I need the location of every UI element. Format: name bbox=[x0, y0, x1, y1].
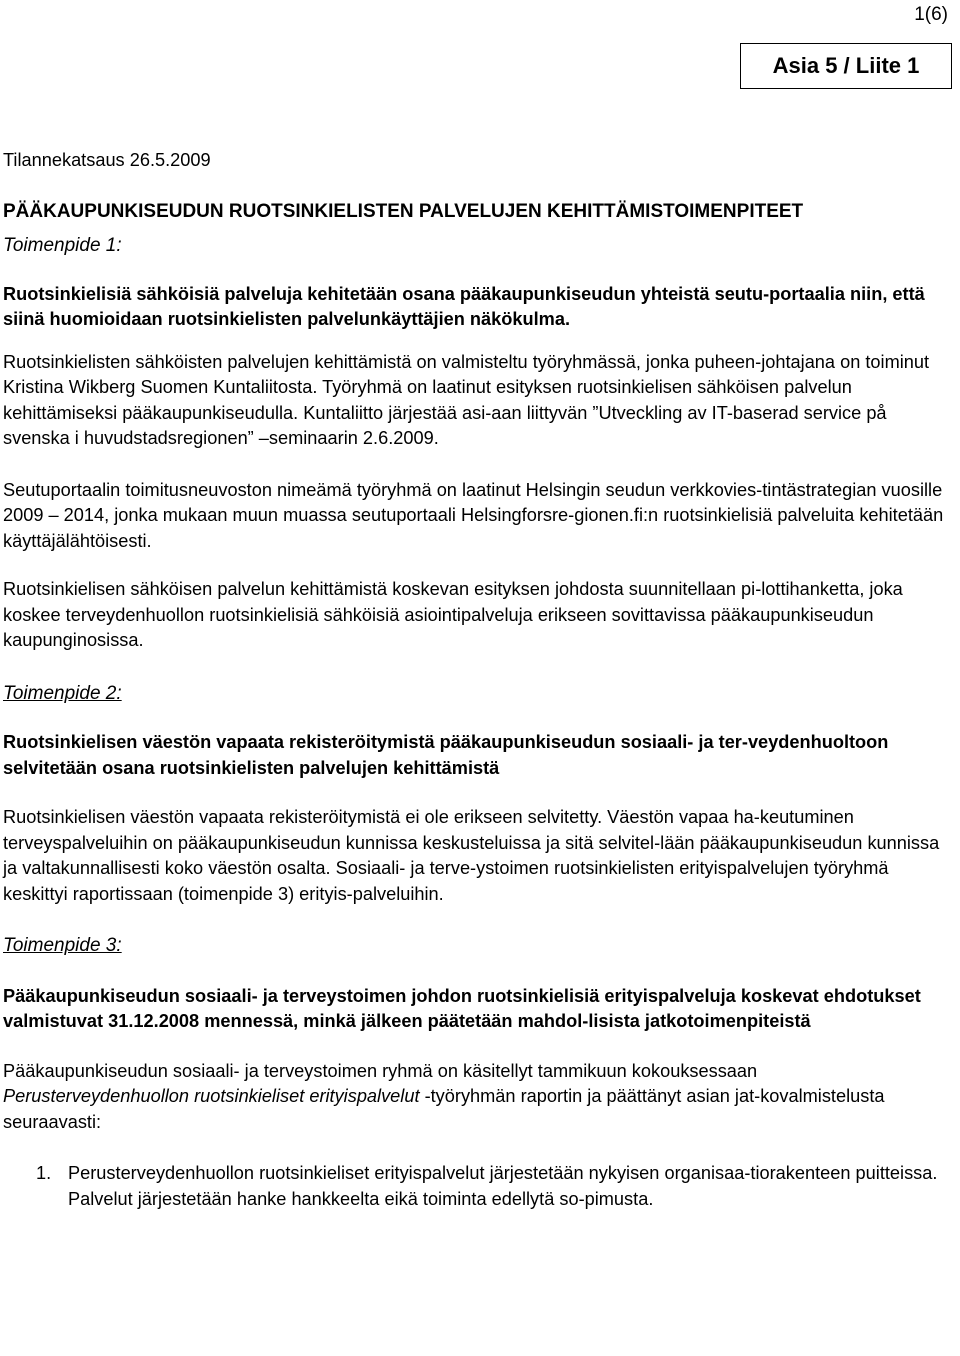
measure1-heading: Ruotsinkielisiä sähköisiä palveluja kehitetään osana pääkaupunkiseudun yhteistä seutu-portaalia niin, että siinä huomioidaan ruotsinkielisten palvelunkäyttäjien näkökulma. bbox=[3, 283, 925, 329]
page-number: 1(6) bbox=[914, 4, 948, 25]
annex-label-box bbox=[740, 43, 952, 89]
measure1-paragraph-3: Ruotsinkielisen sähköisen palvelun kehittämistä koskevan esityksen johdosta suunnitellaan pi-lottihanketta, joka koskee terveydenhuollon ruotsinkielisiä sähköisiä asiointipalveluja erikseen sovittavissa pääkaupunkiseudun kaupunginosissa. bbox=[3, 579, 903, 650]
list-item bbox=[3, 1161, 947, 1212]
list-item-text: Perusterveydenhuollon ruotsinkieliset erityispalvelut järjestetään nykyisen organisaa-tiorakenteen puitteissa. Palvelut järjestetään hanke hankkeelta eikä toiminta edellytä so-pimusta. bbox=[68, 1163, 938, 1209]
measure2-label: Toimenpide 2: bbox=[3, 682, 122, 704]
measure3-paragraph-tail: -työryhmän raportin ja päättänyt asian jat-kovalmistelusta seuraavasti: bbox=[3, 1086, 885, 1132]
measure1-paragraph-2: Seutuportaalin toimitusneuvoston nimeämä työryhmä on laatinut Helsingin seudun verkkovies-tintästrategian vuosille 2009 – 2014, jonka mukaan muun muassa seutuportaali Helsingforsre-gionen.fi:n ruotsinkielisiä palveluita kehitetään käyttäjälähtöisesti. bbox=[3, 479, 944, 551]
status-date: Tilannekatsaus 26.5.2009 bbox=[3, 150, 211, 170]
document-body bbox=[3, 148, 947, 1212]
document-title: PÄÄKAUPUNKISEUDUN RUOTSINKIELISTEN PALVELUJEN KEHITTÄMISTOIMENPITEET bbox=[3, 200, 804, 222]
measure1-label: Toimenpide 1: bbox=[3, 235, 122, 256]
measure3-heading: Pääkaupunkiseudun sosiaali- ja terveystoimen johdon ruotsinkielisiä erityispalveluja koskevat ehdotukset valmistuvat 31.12.2008 mennessä, minkä jälkeen päätetään mahdol-lisista jatkotoimenpiteistä bbox=[3, 985, 921, 1031]
measure3-decision-list bbox=[3, 1161, 947, 1212]
measure3-label: Toimenpide 3: bbox=[3, 935, 122, 956]
list-item-number: 1. bbox=[36, 1163, 52, 1183]
measure2-paragraph-1: Ruotsinkielisen väestön vapaata rekisteröitymistä ei ole erikseen selvitetty. Väestön vapaa ha-keutuminen terveyspalveluihin on pääkaupunkiseudun kunnissa keskusteluissa ja sitä selvitel-lään pääkaupunkiseudun kunnissa ja valtakunnallisesti koko väestön osalta. Sosiaali- ja terve-ystoimen ruotsinkielisten erityispalvelujen työryhmä keskittyi raportissaan (toimenpide 3) erityis-palveluihin. bbox=[3, 807, 940, 904]
measure3-paragraph-report-title: Perusterveydenhuollon ruotsinkieliset erityispalvelut bbox=[3, 1086, 420, 1106]
measure3-paragraph bbox=[3, 1059, 947, 1136]
measure1-paragraph-1: Ruotsinkielisten sähköisten palvelujen kehittämistä on valmisteltu työryhmässä, jonka puheen-johtajana on toiminut Kristina Wikberg Suomen Kuntaliitosta. Työryhmä on laatinut esityksen ruotsinkielisen sähköisen palvelun kehittämiseksi pääkaupunkiseudulla. Kuntaliitto järjestää asi-aan liittyvän ”Utveckling av IT-baserad service på svenska i huvudstadsregionen” –seminaarin 2.6.2009. bbox=[3, 351, 930, 448]
measure2-heading: Ruotsinkielisen väestön vapaata rekisteröitymistä pääkaupunkiseudun sosiaali- ja ter-veydenhuoltoon selvitetään osana ruotsinkielisten palvelujen kehittämistä bbox=[3, 732, 889, 778]
annex-label: Asia 5 / Liite 1 bbox=[772, 53, 920, 79]
measure3-paragraph-lead: Pääkaupunkiseudun sosiaali- ja terveystoimen ryhmä on käsitellyt tammikuun kokouksessaan bbox=[3, 1060, 758, 1081]
